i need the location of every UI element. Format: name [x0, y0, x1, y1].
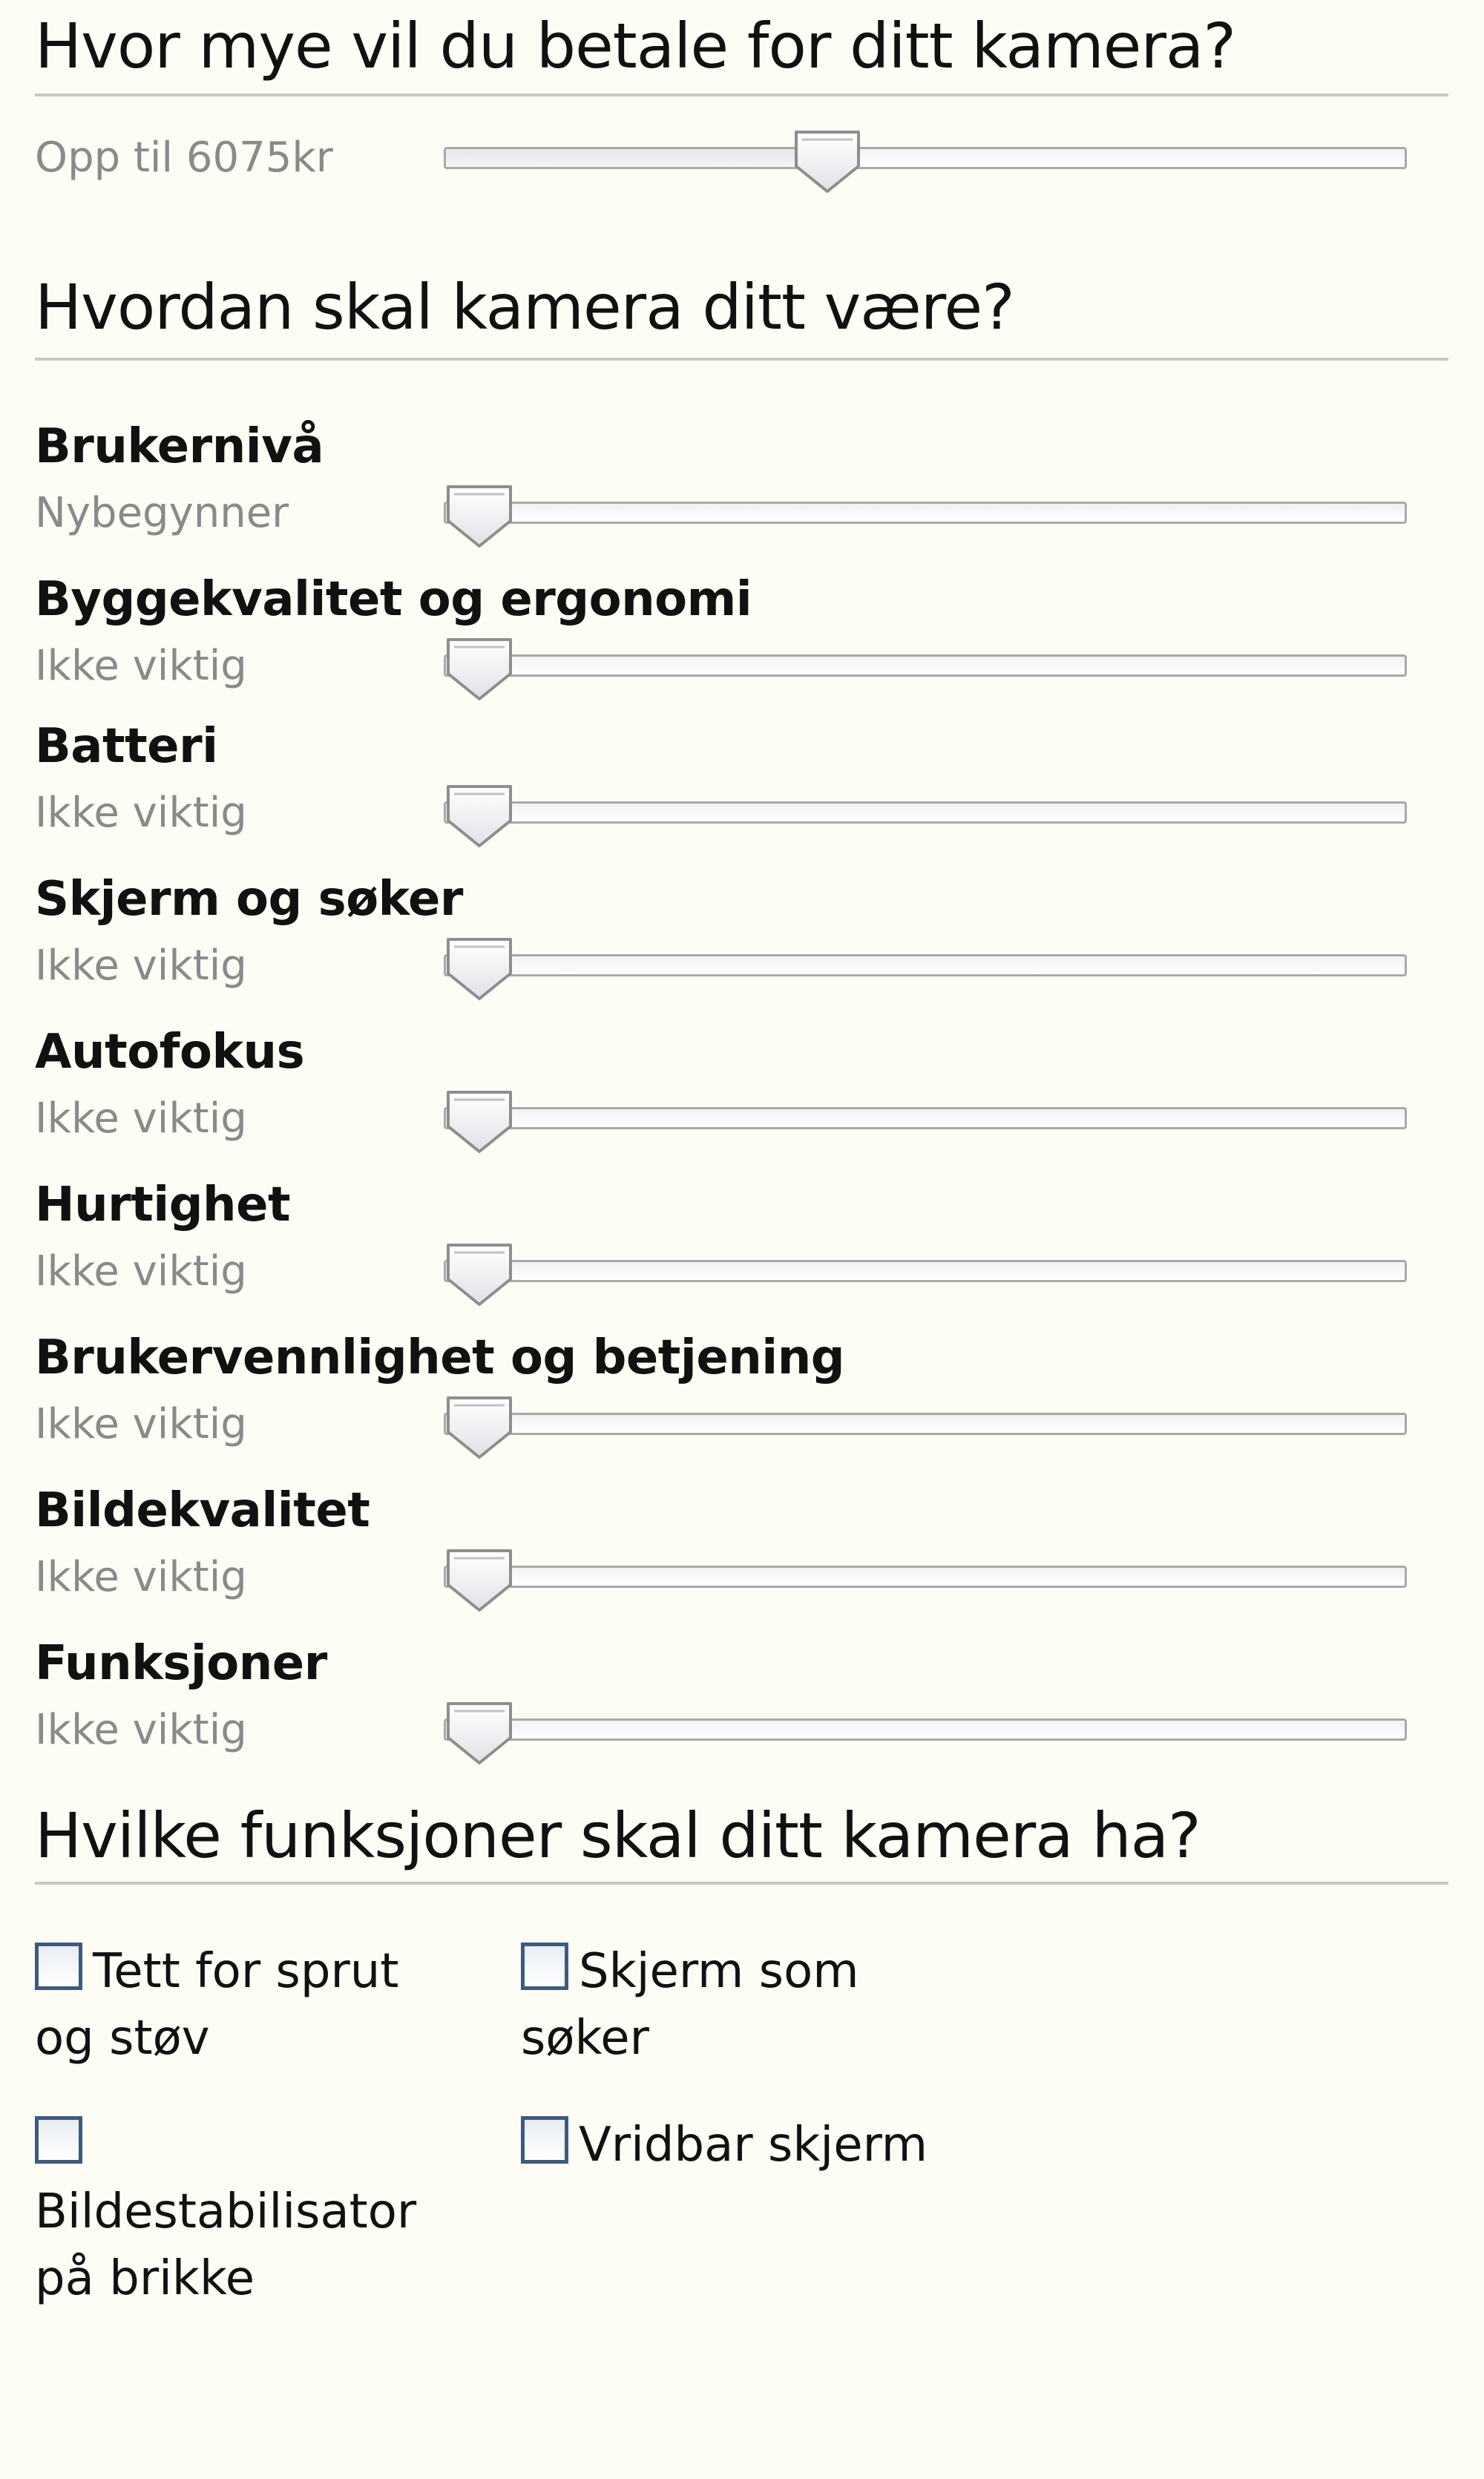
- price-slider-thumb[interactable]: [792, 128, 863, 194]
- preference-slider-thumb[interactable]: [444, 1088, 515, 1155]
- preference-slider[interactable]: [444, 635, 1407, 702]
- feature-option-label: Vridbar skjerm: [579, 2118, 928, 2173]
- preference-value: Ikke viktig: [35, 1706, 247, 1754]
- preference-slider-track[interactable]: [444, 1413, 1407, 1435]
- preference-slider-track[interactable]: [444, 1566, 1407, 1588]
- preference-value: Ikke viktig: [35, 1553, 247, 1601]
- price-slider-fill: [446, 149, 830, 167]
- preference-label: Brukervennlighet og betjening: [35, 1330, 845, 1385]
- preference-slider[interactable]: [444, 482, 1407, 549]
- preference-label: Bildekvalitet: [35, 1483, 370, 1538]
- features-section-divider: [35, 1882, 1448, 1885]
- preference-value: Ikke viktig: [35, 942, 247, 990]
- price-section-divider: [35, 93, 1448, 96]
- preference-label: Byggekvalitet og ergonomi: [35, 572, 752, 627]
- feature-checkbox[interactable]: [521, 2116, 568, 2164]
- price-slider[interactable]: [444, 128, 1407, 194]
- price-section-title: Hvor mye vil du betale for ditt kamera?: [35, 10, 1236, 82]
- preference-slider-thumb[interactable]: [444, 482, 515, 549]
- preference-slider[interactable]: [444, 1393, 1407, 1460]
- preference-slider-thumb[interactable]: [444, 935, 515, 1002]
- preference-label: Brukernivå: [35, 419, 324, 474]
- preference-value: Nybegynner: [35, 489, 289, 537]
- preference-slider[interactable]: [444, 1546, 1407, 1613]
- preference-slider-thumb[interactable]: [444, 1699, 515, 1766]
- feature-option-weather-sealed[interactable]: [35, 1938, 480, 2072]
- preference-slider-thumb[interactable]: [444, 782, 515, 849]
- feature-option-label-continued: Bildestabilisator: [35, 2184, 417, 2239]
- preference-slider-track[interactable]: [444, 1718, 1407, 1741]
- preferences-section: [35, 267, 1448, 364]
- preference-slider-thumb[interactable]: [444, 1546, 515, 1613]
- feature-checkbox[interactable]: [521, 1943, 568, 1990]
- preference-slider-track[interactable]: [444, 801, 1407, 824]
- preference-value: Ikke viktig: [35, 1247, 247, 1296]
- preference-label: Skjerm og søker: [35, 872, 463, 927]
- preference-slider-thumb[interactable]: [444, 1393, 515, 1460]
- preferences-section-divider: [35, 358, 1448, 361]
- features-section: [35, 1796, 1448, 1892]
- preference-slider[interactable]: [444, 1088, 1407, 1155]
- feature-option-evf-screen[interactable]: [521, 1938, 966, 2072]
- feature-checkbox[interactable]: [35, 1943, 82, 1990]
- feature-option-label-continued: på brikke: [35, 2251, 255, 2306]
- feature-option-articulating-screen[interactable]: [521, 2112, 1040, 2178]
- preference-label: Funksjoner: [35, 1636, 327, 1691]
- feature-option-sensor-stabilization[interactable]: [35, 2112, 510, 2312]
- price-slider-label: Opp til 6075kr: [35, 134, 333, 182]
- preference-value: Ikke viktig: [35, 642, 247, 690]
- preference-slider-track[interactable]: [444, 654, 1407, 677]
- feature-option-label-continued: søker: [521, 2011, 649, 2066]
- preference-label: Autofokus: [35, 1025, 305, 1080]
- preference-slider[interactable]: [444, 782, 1407, 849]
- preference-value: Ikke viktig: [35, 1094, 247, 1143]
- preference-slider-track[interactable]: [444, 502, 1407, 524]
- preference-value: Ikke viktig: [35, 1400, 247, 1448]
- feature-option-label: Skjerm som: [579, 1944, 859, 1999]
- preference-slider-track[interactable]: [444, 1107, 1407, 1129]
- preference-value: Ikke viktig: [35, 789, 247, 837]
- preferences-section-title: Hvordan skal kamera ditt være?: [35, 271, 1014, 344]
- preference-slider[interactable]: [444, 1699, 1407, 1766]
- preference-slider-track[interactable]: [444, 1260, 1407, 1282]
- preference-slider-thumb[interactable]: [444, 1241, 515, 1307]
- preference-slider[interactable]: [444, 1241, 1407, 1307]
- preference-slider-track[interactable]: [444, 954, 1407, 976]
- preference-label: Hurtighet: [35, 1178, 291, 1232]
- price-slider-track[interactable]: [444, 147, 1407, 169]
- preference-slider-thumb[interactable]: [444, 635, 515, 702]
- feature-option-label: Tett for sprut: [93, 1944, 399, 1999]
- feature-checkbox[interactable]: [35, 2116, 82, 2164]
- preference-slider[interactable]: [444, 935, 1407, 1002]
- feature-option-label-continued: og støv: [35, 2011, 210, 2066]
- preference-label: Batteri: [35, 719, 218, 774]
- features-section-title: Hvilke funksjoner skal ditt kamera ha?: [35, 1799, 1201, 1872]
